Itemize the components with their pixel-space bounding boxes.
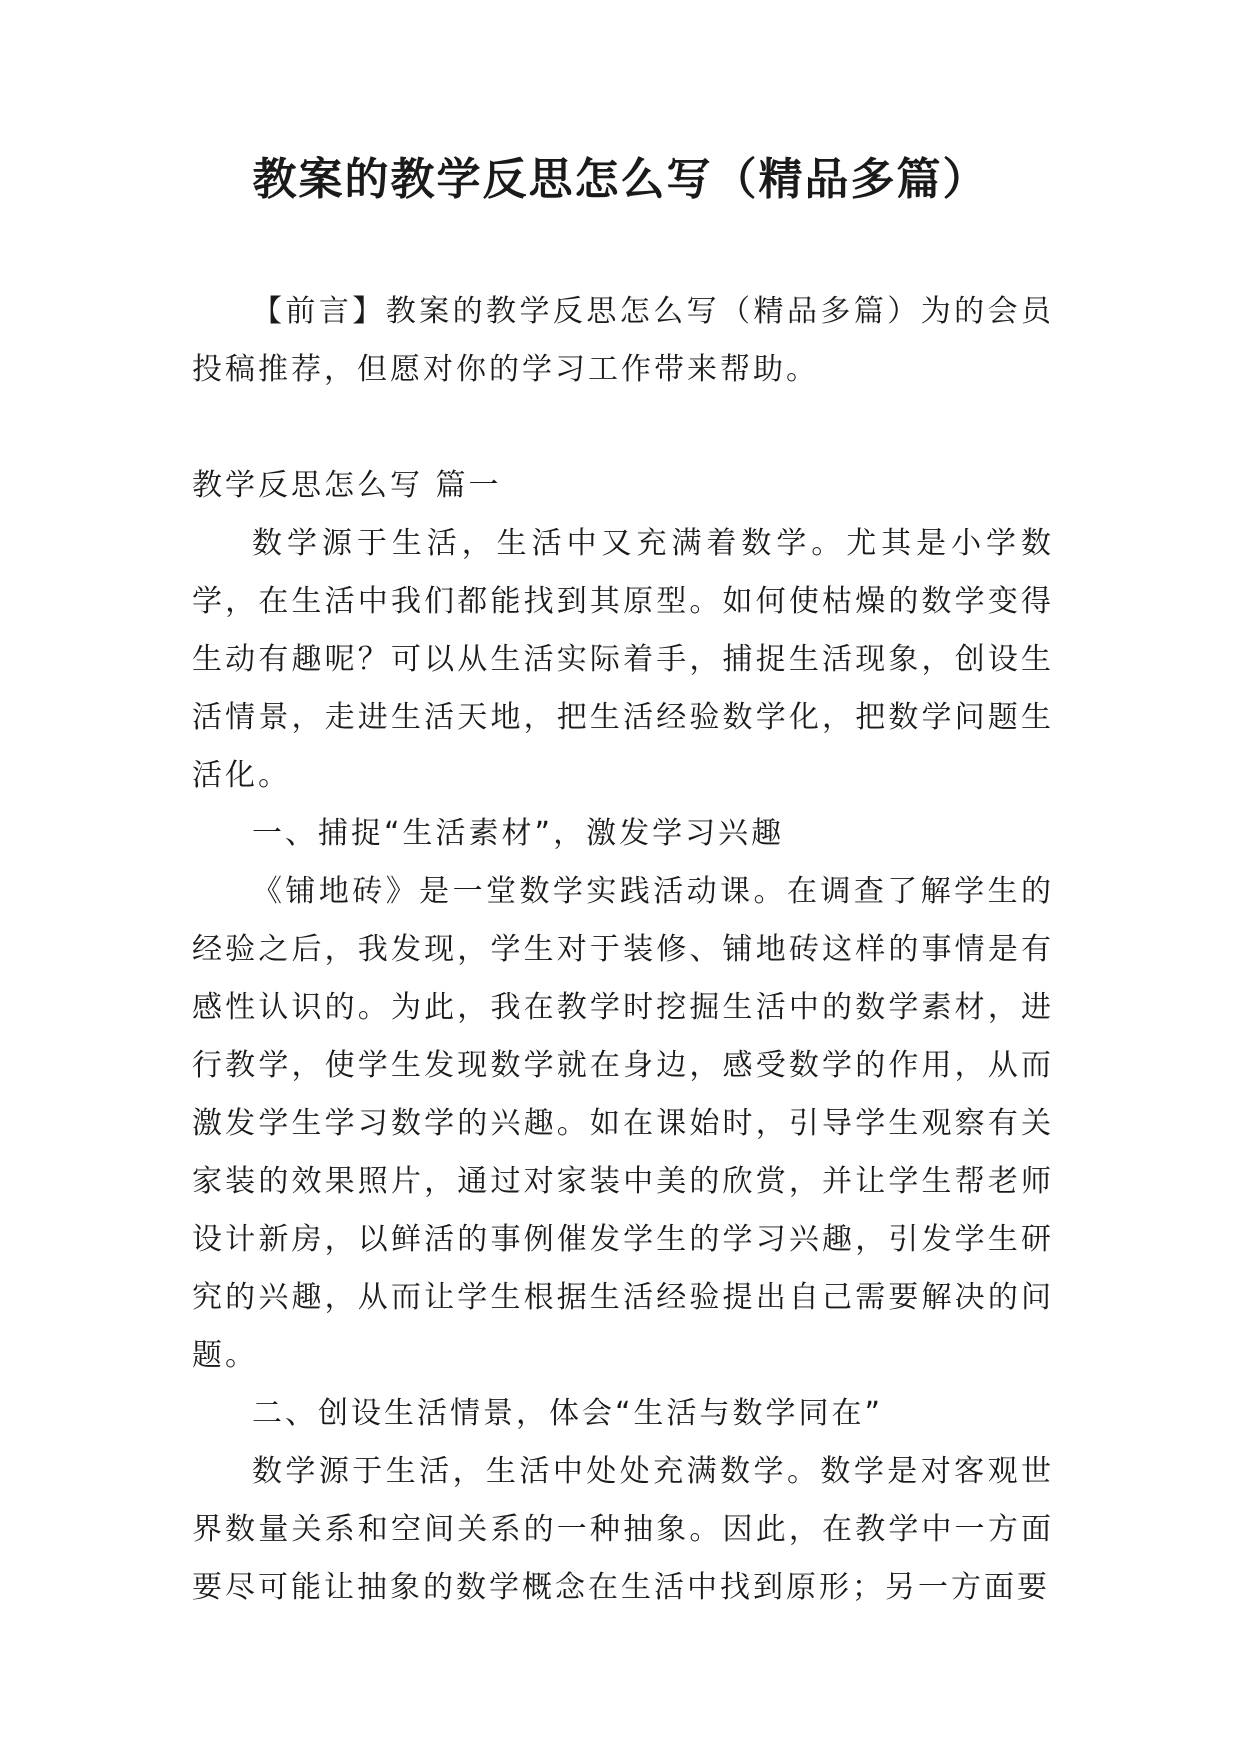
body-paragraph: 数学源于生活，生活中又充满着数学。尤其是小学数学，在生活中我们都能找到其原型。如何使枯燥的数学变得生动有趣呢？可以从生活实际着手，捕捉生活现象，创设生活情景，走进生活天地，把生活经验数学化，把数学问题生活化。 [192,526,1054,793]
section-heading: 教学反思怎么写 篇一 [192,468,502,503]
subheading: 一、捕捉“生活素材”，激发学习兴趣 [252,816,785,851]
document-title: 教案的教学反思怎么写（精品多篇） [252,154,989,205]
preface-paragraph: 【前言】教案的教学反思怎么写（精品多篇）为的会员投稿推荐，但愿对你的学习工作带来帮助。 [192,294,1054,387]
blank-line [192,399,1054,457]
document-body [192,283,1054,1617]
body-paragraph: 数学源于生活，生活中处处充满数学。数学是对客观世界数量关系和空间关系的一种抽象。因此，在教学中一方面要尽可能让抽象的数学概念在生活中找到原形；另一方面要 [192,1454,1054,1605]
body-paragraph: 《铺地砖》是一堂数学实践活动课。在调查了解学生的经验之后，我发现，学生对于装修、铺地砖这样的事情是有感性认识的。为此，我在教学时挖掘生活中的数学素材，进行教学，使学生发现数学就在身边，感受数学的作用，从而激发学生学习数学的兴趣。如在课始时，引导学生观察有关家装的效果照片，通过对家装中美的欣赏，并让学生帮老师设计新房，以鲜活的事例催发学生的学习兴趣，引发学生研究的兴趣，从而让学生根据生活经验提出自己需要解决的问题。 [192,874,1054,1373]
subheading: 二、创设生活情景，体会“生活与数学同在” [252,1396,884,1431]
